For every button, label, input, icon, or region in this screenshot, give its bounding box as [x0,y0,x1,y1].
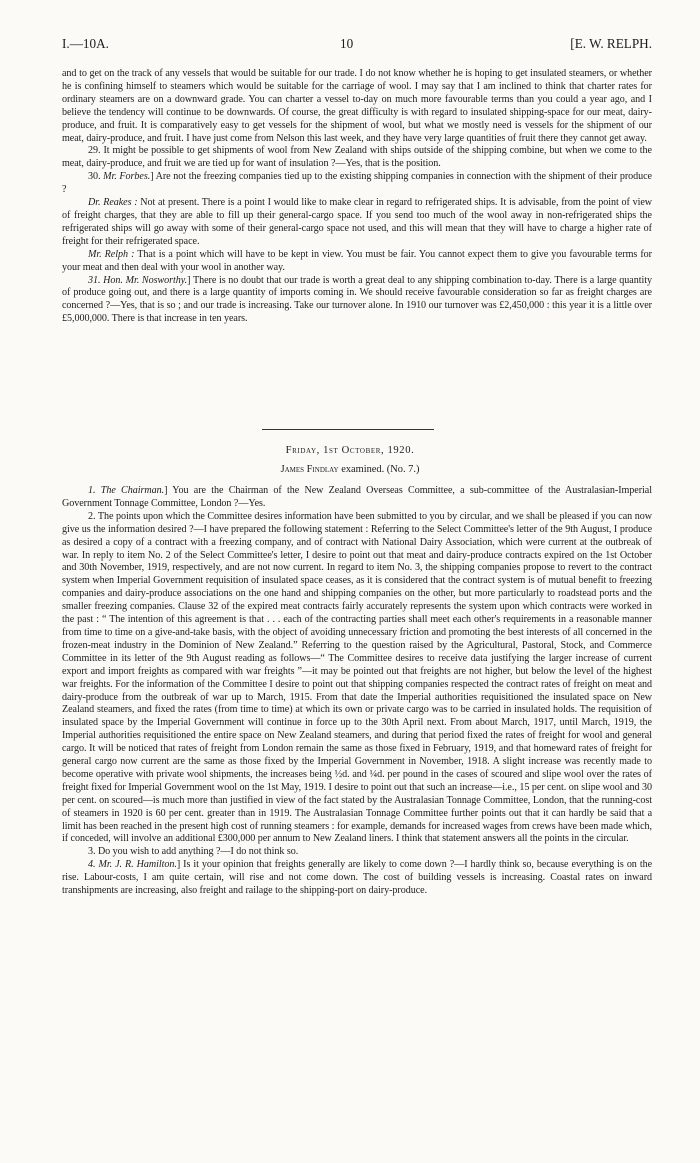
paragraph: and to get on the track of any vessels that would be suitable for our trade. I do not know whether he is hoping to get insulated steamers, or whether he is confining himself to steamers which would be suitable for the carriage of wool. I may say that I am inclined to think that charter rates for ordinary steamers are on a downward grade. You can charter a vessel to-day on much more favourable terms than you could a year ago, and I believe the tendency will continue to be downwards. Of course, the great difficulty is with regard to insulated shipping-space for our meat, dairy-produce, and fruit. It is comparatively easy to get vessels for the shipment of wool, but what we mostly need is vessels for the shipment of our meat, dairy-produce, and fruit. I have just come from Nelson this last week, and they have very large quantities of fruit there they cannot get away. [62,68,652,144]
paragraph: 4. Mr. J. R. Hamilton.] Is it your opinion that freights generally are likely to come down ?—I hardly think so, because everything is on the rise. Labour-costs, I am quite certain, will rise and not come down. The cost of building vessels is increasing. Coastal rates on inward transhipments are increasing, also freight and railage to the shipping-port on dairy-produce. [62,859,652,897]
paragraph: 30. Mr. Forbes.] Are not the freezing companies tied up to the existing shipping companies in connection with the shipment of their produce ? [62,171,652,196]
paragraph: Mr. Relph : That is a point which will have to be kept in view. You must be fair. You cannot expect them to give you favourable terms for your meat and then deal with your wool in another way. [62,248,652,273]
paragraph: 31. Hon. Mr. Nosworthy.] There is no doubt that our trade is worth a great deal to any shipping combination to-day. There is a large quantity of produce going out, and there is a large quantity of imports coming in. We should receive favourable consideration so far as freight charges are concerned ?—Yes, that is so ; and our trade is increasing. Take our turnover alone. In 1910 our turnover was £2,450,000 : this year it is a little over £5,000,000. There is that increase in ten years. [62,274,652,325]
page-number: 10 [340,36,354,51]
speaker-name: 4. Mr. J. R. Hamilton. [88,859,177,871]
paragraph: Dr. Reakes : Not at present. There is a point I would like to make clear in regard to refrigerated ships. It is advisable, from the point of view of freight charges, that they are able to fill up their general-cargo space. If you send too much of the wool away in non-refrigerated ships the refrigerated ships will go away with some of their general-cargo space not used, and this will mean that they will have to charge a higher rate of freight for their refrigerated space. [62,197,652,247]
speaker-name: 1. The Chairman. [88,485,165,496]
witness-name: James Findlay [280,464,339,475]
witness-heading: James Findlay examined. (No. 7.) [280,464,420,475]
speaker-name: Mr. Forbes. [103,171,151,183]
document-reference: I.—10A. [62,36,109,51]
testimony-section-findlay [62,485,652,898]
section-divider [262,429,434,430]
page-header [62,36,652,56]
speaker-name: 31. Hon. Mr. Nosworthy. [88,274,188,286]
witness-reference: [E. W. RELPH. [570,36,652,51]
testimony-section-relph [62,68,652,326]
speaker-name: Dr. Reakes : [88,197,138,209]
paragraph: 29. It might be possible to get shipments of wool from New Zealand with ships outside of the shipping combine, but when we come to the meat, dairy-produce, and fruit we are tied up for want of insulation ?—Yes, that is the position. [62,145,652,170]
paragraph: 3. Do you wish to add anything ?—I do not think so. [88,846,299,858]
speaker-name: Mr. Relph : [88,248,135,260]
paragraph: 1. The Chairman.] You are the Chairman of the New Zealand Overseas Committee, a sub-committee of the Australasian-Imperial Government Tonnage Committee, London ?—Yes. [62,485,652,509]
session-date: Friday, 1st October, 1920. [285,445,415,456]
paragraph: 2. The points upon which the Committee desires information have been submitted to you by circular, and we shall be pleased if you can now give us the information desired ?—I have prepared the following statement : Referring to the Select Committee's letter of the 9th August, I produce as desired a copy of a contract with a freezing company, and of contract with National Dairy Association, which were current at the outbreak of war. In reply to item No. 2 of the Select Committee's letter, I desire to point out that meat and dairy-produce contracts expired on the 1st October and 30th November, 1919, respectively, and are not now current. In regard to item No. 3, the shipping companies propose to revert to the contract system when Imperial Government requisition of insulated space ceases, as it is considered that the contract system is of mutual benefit to freezing companies and dairy-produce associations on the one hand and shipping companies on the other, but more particularly to roadstead ports and the smaller freezing companies. Clause 32 of the expired meat contracts fairly accurately represents the system upon which contracts were worked in the past : “ The intention of this agreement is that . . . each of the contracting parties shall meet each other's requirements in a reasonable manner from time to time on a give-and-take basis, with the object of avoiding unnecessary friction and promoting the best interests of all concerned in the frozen-meat industry in the Dominion of New Zealand.” Referring to the question raised by the Agricultural, Pastoral, Stock, and Commerce Committee in its letter of the 9th August reading as follows—“ The Committee desires to receive data justifying the larger increase of current export and import freights as compared with war freights ”—it may be pointed out that freights are not higher, but below the level of the highest war freights. For the information of the Committee I desire to point out that shipping companies respected the contract rates of freight on meat and dairy-produce from the outbreak of war up to March, 1915. From that date the Imperial authorities requisitioned the insulated space on New Zealand steamers, and fixed the rates (from time to time) at which its own or private cargo was to be carried in insulated holds. The requisition of insulated space by the Imperial Government will continue in force up to the 30th April next. From about March, 1917, until March, 1919, the Imperial authorities requisitioned the entire space on New Zealand steamers, and during that period fixed the rates of freight for wool and general cargo. It will be noticed that rates of freight from London remain the same as those fixed in February, 1919, and that homeward rates of freight for general cargo now current are the same as those fixed by the Imperial Government in November, 1918. A slight increase was recently made to become operative with private wool shipments, the increases being ½d. and ¼d. per pound in the cases of scoured and slipe wool over the rates of freight fixed for Imperial Government wool on the 1st May, 1919. I desire to point out that such an increase—i.e., 15 per cent. on slipe wool and 30 per cent. on scoured—is much more than justified in view of the fact stated by the Australasian Tonnage Committee, London, that the running-cost of steamers in 1920 is 60 per cent. greater than in 1919. The Australasian Tonnage Committee further points out that it can hardly be said that a limit has been reached in the present high cost of running steamers : for example, demands for increased wages from crews have been made which, if conceded, will involve an additional £300,000 per annum to New Zealand liners. I think that statement answers all the points in the circular. [62,510,652,845]
